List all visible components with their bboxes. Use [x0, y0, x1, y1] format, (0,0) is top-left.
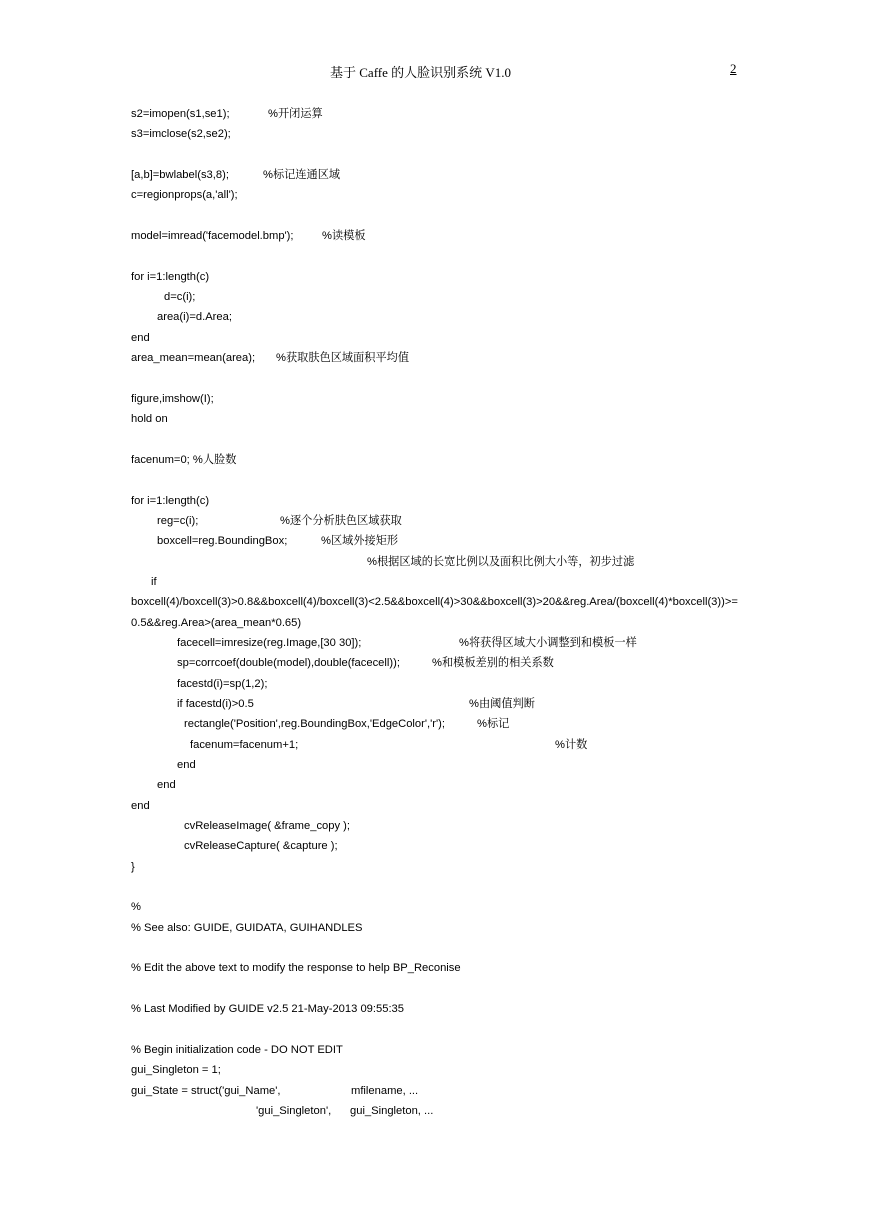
- code-comment: %将获得区域大小调整到和模板一样: [459, 636, 637, 649]
- code-text: gui_State = struct('gui_Name',: [131, 1084, 281, 1097]
- code-line: [131, 165, 741, 185]
- code-line: [131, 1081, 741, 1101]
- code-text: hold on: [131, 413, 168, 426]
- code-line: [131, 999, 741, 1019]
- code-line: [131, 775, 741, 795]
- code-comment: %逐个分析肤色区域获取: [280, 514, 402, 527]
- code-text: facestd(i)=sp(1,2);: [177, 677, 268, 690]
- code-text: area_mean=mean(area);: [131, 352, 256, 365]
- code-line: [131, 877, 741, 897]
- code-line: [131, 592, 741, 633]
- page-number: 2: [730, 61, 737, 76]
- code-text: sp=corrcoef(double(model),double(facecell));: [177, 657, 400, 670]
- code-comment: %和模板差别的相关系数: [432, 657, 554, 670]
- code-line: [131, 104, 741, 124]
- code-comment: %根据区域的长宽比例以及面积比例大小等，初步过滤: [367, 555, 635, 568]
- code-text: % Begin initialization code - DO NOT EDIT: [131, 1043, 343, 1056]
- code-text: %: [131, 901, 141, 914]
- code-comment: %区域外接矩形: [321, 535, 399, 548]
- code-line: [131, 1040, 741, 1060]
- code-text: end: [131, 799, 150, 812]
- code-line: [131, 653, 741, 673]
- code-text: end: [177, 759, 196, 771]
- code-listing: [131, 104, 741, 1121]
- code-line: [131, 857, 741, 877]
- code-text: d=c(i);: [164, 291, 196, 304]
- code-text: facecell=imresize(reg.Image,[30 30]);: [177, 636, 362, 649]
- code-comment: %标记连通区域: [263, 169, 341, 182]
- code-comment: mfilename, ...: [351, 1084, 419, 1097]
- code-comment: %读模板: [322, 230, 366, 243]
- code-line: [131, 491, 741, 511]
- code-line: [131, 1060, 741, 1080]
- code-text: % Last Modified by GUIDE v2.5 21-May-2013 09:55:35: [131, 1003, 404, 1016]
- code-text: cvReleaseCapture( &capture );: [184, 840, 338, 853]
- code-comment: %计数: [555, 738, 588, 751]
- code-line: [131, 735, 741, 755]
- code-line: [131, 185, 741, 205]
- code-line: [131, 816, 741, 836]
- code-line: [131, 674, 741, 694]
- code-comment: %开闭运算: [268, 108, 323, 120]
- code-line: [131, 918, 741, 938]
- code-text: cvReleaseImage( &frame_copy );: [184, 820, 351, 833]
- code-text: % See also: GUIDE, GUIDATA, GUIHANDLES: [131, 921, 363, 934]
- code-text: end: [157, 779, 176, 792]
- code-line: [131, 796, 741, 816]
- code-text: }: [131, 860, 135, 873]
- code-line: [131, 938, 741, 958]
- code-text: end: [131, 331, 150, 344]
- code-line: [131, 1019, 741, 1039]
- code-line: [131, 348, 741, 368]
- code-text: area(i)=d.Area;: [157, 311, 232, 324]
- code-text: [a,b]=bwlabel(s3,8);: [131, 169, 229, 182]
- code-line: [131, 1101, 741, 1121]
- code-text: if facestd(i)>0.5: [177, 697, 254, 710]
- code-line: [131, 470, 741, 490]
- code-text: if: [151, 575, 157, 588]
- code-text: facenum=0; %人脸数: [131, 453, 237, 466]
- code-text: boxcell(4)/boxcell(3)>0.8&&boxcell(4)/boxcell(3)<2.5&&boxcell(4)>30&&boxcell(3)>20&&reg.Area/(boxcell(4)*boxcell(3))>=0.5&&reg.Area>(area_mean*0.65): [131, 596, 738, 629]
- code-line: [131, 552, 741, 572]
- code-line: [131, 511, 741, 531]
- code-comment: gui_Singleton, ...: [350, 1104, 434, 1117]
- code-line: [131, 755, 741, 775]
- code-text: facenum=facenum+1;: [190, 738, 299, 751]
- code-line: [131, 226, 741, 246]
- code-text: for i=1:length(c): [131, 270, 210, 283]
- code-text: 'gui_Singleton',: [256, 1104, 332, 1117]
- code-text: reg=c(i);: [157, 514, 199, 527]
- code-text: c=regionprops(a,'all');: [131, 189, 238, 202]
- code-line: [131, 246, 741, 266]
- code-line: [131, 633, 741, 653]
- code-text: boxcell=reg.BoundingBox;: [157, 535, 288, 548]
- code-line: [131, 409, 741, 429]
- code-line: [131, 267, 741, 287]
- code-text: rectangle('Position',reg.BoundingBox,'EdgeColor','r');: [184, 718, 445, 731]
- code-line: [131, 897, 741, 917]
- page-header-title: 基于 Caffe 的人脸识别系统 V1.0: [330, 65, 512, 80]
- code-line: [131, 958, 741, 978]
- code-line: [131, 694, 741, 714]
- code-line: [131, 430, 741, 450]
- code-text: for i=1:length(c): [131, 494, 210, 507]
- code-text: gui_Singleton = 1;: [131, 1064, 221, 1077]
- code-text: model=imread('facemodel.bmp');: [131, 230, 294, 243]
- code-text: s3=imclose(s2,se2);: [131, 128, 231, 141]
- code-line: [131, 979, 741, 999]
- code-comment: %由阈值判断: [469, 697, 535, 710]
- code-line: [131, 328, 741, 348]
- code-line: [131, 389, 741, 409]
- code-text: figure,imshow(I);: [131, 392, 214, 405]
- code-line: [131, 145, 741, 165]
- code-line: [131, 531, 741, 551]
- code-line: [131, 206, 741, 226]
- code-line: [131, 307, 741, 327]
- code-text: s2=imopen(s1,se1);: [131, 108, 230, 120]
- code-line: [131, 287, 741, 307]
- code-line: [131, 836, 741, 856]
- code-line: [131, 368, 741, 388]
- code-line: [131, 450, 741, 470]
- code-line: [131, 124, 741, 144]
- code-line: [131, 572, 741, 592]
- code-line: [131, 714, 741, 734]
- code-text: % Edit the above text to modify the response to help BP_Reconise: [131, 962, 461, 975]
- code-comment: %标记: [477, 718, 510, 731]
- code-comment: %获取肤色区域面积平均值: [276, 352, 410, 365]
